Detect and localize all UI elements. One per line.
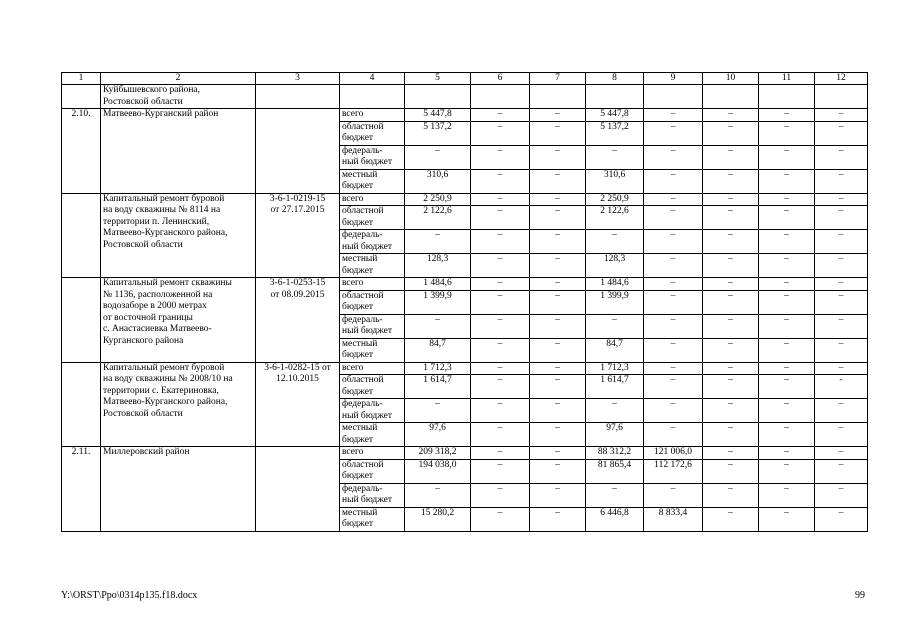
amount-cell: –: [703, 278, 759, 291]
amount-cell: –: [644, 314, 703, 338]
amount-cell: 84,7: [586, 338, 644, 362]
amount-cell: 5 447,8: [405, 109, 471, 122]
amount-cell: 1 614,7: [405, 375, 471, 399]
amount-cell: –: [644, 254, 703, 278]
amount-cell: –: [586, 145, 644, 169]
header-row: [62, 73, 868, 85]
object-name-cell: Куйбышевского района, Ростовской области: [101, 85, 256, 109]
row-number-cell: [62, 85, 101, 109]
funding-source-cell: федераль- ный бюджет: [340, 399, 405, 423]
amount-cell: 2 250,9: [586, 193, 644, 206]
amount-cell: –: [703, 193, 759, 206]
amount-cell: –: [759, 423, 815, 447]
funding-source-cell: местный бюджет: [340, 507, 405, 531]
amount-cell: –: [815, 230, 868, 254]
amount-cell: –: [644, 423, 703, 447]
amount-cell: –: [703, 109, 759, 122]
amount-cell: –: [530, 447, 586, 460]
table-row: [62, 278, 868, 291]
amount-cell: –: [759, 278, 815, 291]
funding-source-cell: областной бюджет: [340, 459, 405, 483]
amount-cell: –: [586, 399, 644, 423]
amount-cell: 121 006,0: [644, 447, 703, 460]
amount-cell: –: [759, 290, 815, 314]
amount-cell: –: [644, 169, 703, 193]
amount-cell: –: [703, 423, 759, 447]
amount-cell: –: [703, 399, 759, 423]
amount-cell: –: [815, 314, 868, 338]
amount-cell: 310,6: [586, 169, 644, 193]
amount-cell: –: [530, 121, 586, 145]
amount-cell: –: [530, 338, 586, 362]
funding-source-cell: федераль- ный бюджет: [340, 145, 405, 169]
header-cell: 6: [471, 73, 530, 85]
amount-cell: –: [759, 314, 815, 338]
amount-cell: –: [815, 423, 868, 447]
budget-table: [61, 72, 868, 532]
amount-cell: –: [644, 206, 703, 230]
amount-cell: 209 318,2: [405, 447, 471, 460]
amount-cell: –: [759, 507, 815, 531]
amount-cell: –: [644, 121, 703, 145]
header-cell: 9: [644, 73, 703, 85]
amount-cell: –: [815, 447, 868, 460]
footer-page-number: 99: [855, 590, 865, 601]
amount-cell: –: [530, 206, 586, 230]
funding-source-cell: всего: [340, 278, 405, 291]
amount-cell: –: [815, 278, 868, 291]
object-name-cell: Капитальный ремонт скважины № 1136, расположенной на водозаборе в 2000 метрах от восточной границы с. Анастасиевка Матвеево- Курганского района: [101, 278, 256, 363]
amount-cell: -: [815, 375, 868, 399]
document-number-cell: 3-6-1-0219-15 от 27.17.2015: [256, 193, 340, 278]
document-number-cell: [256, 109, 340, 194]
funding-source-cell: областной бюджет: [340, 290, 405, 314]
amount-cell: –: [703, 254, 759, 278]
object-name-cell: Капитальный ремонт буровой на воду скважины № 2008/10 на территории с. Екатериновка, Матвеево-Курганского района, Ростовской области: [101, 362, 256, 447]
header-cell: 11: [759, 73, 815, 85]
amount-cell: –: [815, 399, 868, 423]
funding-source-cell: областной бюджет: [340, 375, 405, 399]
amount-cell: –: [471, 375, 530, 399]
amount-cell: –: [815, 109, 868, 122]
amount-cell: –: [703, 375, 759, 399]
amount-cell: –: [703, 290, 759, 314]
amount-cell: –: [815, 290, 868, 314]
amount-cell: –: [759, 375, 815, 399]
amount-cell: –: [471, 206, 530, 230]
amount-cell: –: [759, 169, 815, 193]
amount-cell: –: [644, 109, 703, 122]
amount-cell: –: [471, 423, 530, 447]
amount-cell: –: [759, 483, 815, 507]
header-cell: 2: [101, 73, 256, 85]
amount-cell: –: [471, 447, 530, 460]
amount-cell: –: [530, 169, 586, 193]
amount-cell: –: [815, 507, 868, 531]
amount-cell: –: [530, 459, 586, 483]
amount-cell: 1 399,9: [586, 290, 644, 314]
amount-cell: –: [530, 278, 586, 291]
funding-source-cell: областной бюджет: [340, 206, 405, 230]
funding-source-cell: федераль- ный бюджет: [340, 483, 405, 507]
amount-cell: –: [815, 459, 868, 483]
amount-cell: 1 399,9: [405, 290, 471, 314]
amount-cell: –: [530, 423, 586, 447]
amount-cell: –: [530, 314, 586, 338]
amount-cell: –: [703, 230, 759, 254]
amount-cell: –: [471, 290, 530, 314]
table-row: [62, 362, 868, 375]
amount-cell: –: [471, 121, 530, 145]
amount-cell: 1 614,7: [586, 375, 644, 399]
amount-cell: 6 446,8: [586, 507, 644, 531]
amount-cell: –: [815, 338, 868, 362]
funding-source-cell: всего: [340, 193, 405, 206]
funding-source-cell: всего: [340, 109, 405, 122]
amount-cell: –: [815, 193, 868, 206]
amount-cell: –: [405, 399, 471, 423]
amount-cell: –: [703, 206, 759, 230]
amount-cell: –: [703, 447, 759, 460]
amount-cell: –: [759, 399, 815, 423]
amount-cell: 8 833,4: [644, 507, 703, 531]
object-name-cell: Матвеево-Курганский район: [101, 109, 256, 194]
amount-cell: –: [703, 145, 759, 169]
table-row: [62, 447, 868, 460]
amount-cell: –: [530, 399, 586, 423]
header-cell: 4: [340, 73, 405, 85]
header-cell: 10: [703, 73, 759, 85]
amount-cell: –: [586, 314, 644, 338]
funding-source-cell: местный бюджет: [340, 169, 405, 193]
amount-cell: –: [405, 230, 471, 254]
amount-cell: –: [759, 447, 815, 460]
amount-cell: –: [530, 375, 586, 399]
amount-cell: –: [471, 169, 530, 193]
amount-cell: –: [471, 399, 530, 423]
amount-cell: 2 122,6: [586, 206, 644, 230]
funding-source-cell: местный бюджет: [340, 338, 405, 362]
header-cell: 8: [586, 73, 644, 85]
amount-cell: –: [405, 483, 471, 507]
amount-cell: –: [471, 145, 530, 169]
amount-cell: –: [644, 290, 703, 314]
amount-cell: –: [530, 290, 586, 314]
amount-cell: –: [471, 254, 530, 278]
amount-cell: 1 484,6: [405, 278, 471, 291]
row-number-cell: [62, 278, 101, 363]
amount-cell: –: [530, 507, 586, 531]
amount-cell: –: [530, 483, 586, 507]
amount-cell: –: [759, 206, 815, 230]
amount-cell: –: [703, 459, 759, 483]
amount-cell: –: [405, 314, 471, 338]
amount-cell: 2 122,6: [405, 206, 471, 230]
amount-cell: –: [815, 121, 868, 145]
document-number-cell: 3-6-1-0253-15 от 08.09.2015: [256, 278, 340, 363]
row-number-cell: [62, 193, 101, 278]
amount-cell: 194 038,0: [405, 459, 471, 483]
amount-cell: –: [471, 507, 530, 531]
amount-cell: 128,3: [586, 254, 644, 278]
amount-cell: 97,6: [586, 423, 644, 447]
row-number-cell: 2.11.: [62, 447, 101, 532]
amount-cell: –: [586, 230, 644, 254]
funding-source-cell: федераль- ный бюджет: [340, 230, 405, 254]
amount-cell: 97,6: [405, 423, 471, 447]
amount-cell: –: [530, 362, 586, 375]
amount-cell: 15 280,2: [405, 507, 471, 531]
header-cell: 3: [256, 73, 340, 85]
amount-cell: 112 172,6: [644, 459, 703, 483]
amount-cell: 1 712,3: [586, 362, 644, 375]
amount-cell: –: [759, 109, 815, 122]
amount-cell: –: [759, 254, 815, 278]
amount-cell: –: [815, 254, 868, 278]
funding-source-cell: всего: [340, 362, 405, 375]
amount-cell: –: [471, 278, 530, 291]
continuation-row: [62, 85, 868, 109]
amount-cell: –: [815, 169, 868, 193]
amount-cell: –: [644, 399, 703, 423]
amount-cell: –: [644, 362, 703, 375]
header-cell: 12: [815, 73, 868, 85]
amount-cell: –: [644, 193, 703, 206]
amount-cell: –: [644, 375, 703, 399]
header-cell: 7: [530, 73, 586, 85]
amount-cell: –: [405, 145, 471, 169]
amount-cell: –: [471, 483, 530, 507]
amount-cell: –: [471, 109, 530, 122]
amount-cell: –: [703, 362, 759, 375]
amount-cell: –: [644, 278, 703, 291]
amount-cell: 128,3: [405, 254, 471, 278]
amount-cell: –: [644, 230, 703, 254]
amount-cell: 310,6: [405, 169, 471, 193]
amount-cell: –: [815, 145, 868, 169]
funding-source-cell: местный бюджет: [340, 423, 405, 447]
amount-cell: –: [530, 193, 586, 206]
amount-cell: –: [471, 338, 530, 362]
amount-cell: 88 312,2: [586, 447, 644, 460]
footer-file-path: Y:\ORST\Ppo\0314p135.f18.docx: [61, 590, 198, 601]
object-name-cell: Капитальный ремонт буровой на воду скважины № 8114 на территории п. Ленинский, Матвеево-Курганского района, Ростовской области: [101, 193, 256, 278]
amount-cell: –: [530, 254, 586, 278]
amount-cell: –: [703, 314, 759, 338]
amount-cell: –: [530, 145, 586, 169]
document-number-cell: [256, 447, 340, 532]
amount-cell: –: [644, 145, 703, 169]
amount-cell: –: [759, 459, 815, 483]
funding-source-cell: федераль- ный бюджет: [340, 314, 405, 338]
amount-cell: –: [703, 169, 759, 193]
amount-cell: –: [759, 193, 815, 206]
amount-cell: 5 447,8: [586, 109, 644, 122]
amount-cell: –: [471, 314, 530, 338]
amount-cell: 1 712,3: [405, 362, 471, 375]
amount-cell: –: [759, 230, 815, 254]
amount-cell: –: [815, 362, 868, 375]
amount-cell: 81 865,4: [586, 459, 644, 483]
amount-cell: –: [703, 338, 759, 362]
amount-cell: –: [703, 483, 759, 507]
header-cell: 1: [62, 73, 101, 85]
amount-cell: –: [586, 483, 644, 507]
funding-source-cell: областной бюджет: [340, 121, 405, 145]
amount-cell: –: [703, 507, 759, 531]
amount-cell: 2 250,9: [405, 193, 471, 206]
amount-cell: –: [759, 145, 815, 169]
amount-cell: 5 137,2: [405, 121, 471, 145]
amount-cell: –: [471, 193, 530, 206]
amount-cell: –: [471, 362, 530, 375]
document-number-cell: 3-6-1-0282-15 от 12.10.2015: [256, 362, 340, 447]
amount-cell: –: [530, 230, 586, 254]
row-number-cell: 2.10.: [62, 109, 101, 194]
amount-cell: –: [759, 121, 815, 145]
amount-cell: 84,7: [405, 338, 471, 362]
table-row: [62, 109, 868, 122]
amount-cell: 5 137,2: [586, 121, 644, 145]
amount-cell: –: [759, 338, 815, 362]
amount-cell: –: [815, 483, 868, 507]
amount-cell: –: [644, 338, 703, 362]
header-cell: 5: [405, 73, 471, 85]
amount-cell: –: [703, 121, 759, 145]
funding-source-cell: всего: [340, 447, 405, 460]
amount-cell: –: [471, 230, 530, 254]
funding-source-cell: местный бюджет: [340, 254, 405, 278]
amount-cell: –: [759, 362, 815, 375]
amount-cell: –: [471, 459, 530, 483]
amount-cell: –: [644, 483, 703, 507]
table-row: [62, 193, 868, 206]
amount-cell: 1 484,6: [586, 278, 644, 291]
amount-cell: –: [530, 109, 586, 122]
object-name-cell: Миллеровский район: [101, 447, 256, 532]
amount-cell: –: [815, 206, 868, 230]
row-number-cell: [62, 362, 101, 447]
